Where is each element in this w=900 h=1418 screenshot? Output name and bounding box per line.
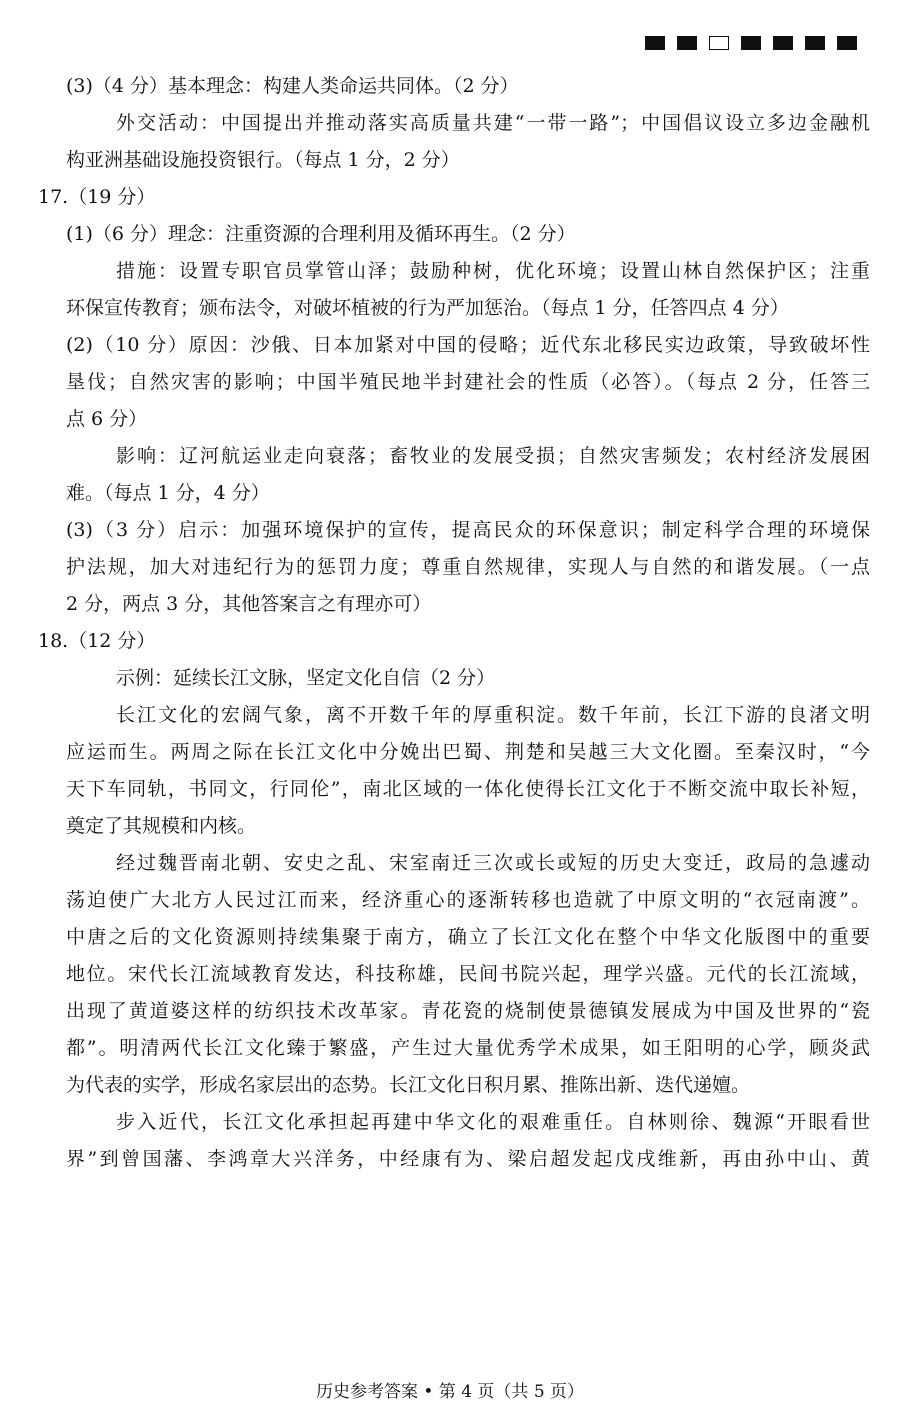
answer-line: 地位。宋代长江流域教育发达，科技称雄，民间书院兴起，理学兴盛。元代的长江流域， bbox=[66, 963, 870, 985]
answer-line: 界”到曾国藩、李鸿章大兴洋务，中经康有为、梁启超发起戊戌维新，再由孙中山、黄 bbox=[66, 1148, 870, 1170]
answer-line: 外交活动：中国提出并推动落实高质量共建“一带一路”；中国倡议设立多边金融机 bbox=[116, 112, 870, 134]
answer-line: 奠定了其规模和内核。 bbox=[66, 815, 257, 837]
header-marks bbox=[645, 36, 857, 50]
answer-line: 难。（每点 1 分，4 分） bbox=[66, 482, 270, 504]
filled-square-mark bbox=[805, 36, 825, 50]
answer-line: (1)（6 分）理念：注重资源的合理利用及循环再生。（2 分） bbox=[66, 223, 576, 245]
filled-square-mark bbox=[741, 36, 761, 50]
answer-line: 应运而生。两周之际在长江文化中分娩出巴蜀、荆楚和吴越三大文化圈。至秦汉时，“今 bbox=[66, 741, 870, 763]
answer-line: 荡迫使广大北方人民过江而来，经济重心的逐渐转移也造就了中原文明的“衣冠南渡”。 bbox=[66, 889, 870, 911]
answer-line: 示例：延续长江文脉，坚定文化自信（2 分） bbox=[116, 667, 496, 689]
answer-line: 都”。明清两代长江文化臻于繁盛，产生过大量优秀学术成果，如王阳明的心学，顾炎武 bbox=[66, 1037, 870, 1059]
question-number: 17.（19 分） bbox=[38, 186, 156, 208]
answer-line: 长江文化的宏阔气象，离不开数千年的厚重积淀。数千年前，长江下游的良渚文明 bbox=[116, 704, 870, 726]
filled-square-mark bbox=[837, 36, 857, 50]
answer-line: 经过魏晋南北朝、安史之乱、宋室南迁三次或长或短的历史大变迁，政局的急遽动 bbox=[116, 852, 870, 874]
answer-line: 点 6 分） bbox=[66, 408, 148, 430]
answer-line: 构亚洲基础设施投资银行。（每点 1 分，2 分） bbox=[66, 149, 460, 171]
hollow-square-mark bbox=[709, 36, 729, 50]
question-number: 18.（12 分） bbox=[38, 630, 156, 652]
answer-line: 出现了黄道婆这样的纺织技术改革家。青花瓷的烧制使景德镇发展成为中国及世界的“瓷 bbox=[66, 1000, 870, 1022]
filled-square-mark bbox=[773, 36, 793, 50]
answer-line: 2 分，两点 3 分，其他答案言之有理亦可） bbox=[66, 593, 432, 615]
answer-line: 中唐之后的文化资源则持续集聚于南方，确立了长江文化在整个中华文化版图中的重要 bbox=[66, 926, 870, 948]
answer-line: 环保宣传教育；颁布法令，对破坏植被的行为严加惩治。（每点 1 分，任答四点 4 分） bbox=[66, 297, 789, 319]
answer-line: (3)（3 分）启示：加强环境保护的宣传，提高民众的环保意识；制定科学合理的环境保 bbox=[66, 519, 870, 541]
filled-square-mark bbox=[645, 36, 665, 50]
answer-line: 垦伐；自然灾害的影响；中国半殖民地半封建社会的性质（必答）。（每点 2 分，任答三 bbox=[66, 371, 870, 393]
answer-line: 护法规，加大对违纪行为的惩罚力度；尊重自然规律，实现人与自然的和谐发展。（一点 bbox=[66, 556, 870, 578]
answer-content bbox=[38, 68, 870, 1178]
answer-line: (2)（10 分）原因：沙俄、日本加紧对中国的侵略；近代东北移民实边政策，导致破坏性 bbox=[66, 334, 870, 356]
answer-line: (3)（4 分）基本理念：构建人类命运共同体。（2 分） bbox=[66, 75, 519, 97]
answer-line: 影响：辽河航运业走向衰落；畜牧业的发展受损；自然灾害频发；农村经济发展困 bbox=[116, 445, 870, 467]
filled-square-mark bbox=[677, 36, 697, 50]
answer-line: 天下车同轨，书同文，行同伦”，南北区域的一体化使得长江文化于不断交流中取长补短， bbox=[66, 778, 870, 800]
page-footer: 历史参考答案 • 第 4 页（共 5 页） bbox=[315, 1382, 585, 1402]
answer-line: 为代表的实学，形成名家层出的态势。长江文化日积月累、推陈出新、迭代递嬗。 bbox=[66, 1074, 751, 1096]
answer-line: 步入近代，长江文化承担起再建中华文化的艰难重任。自林则徐、魏源“开眼看世 bbox=[116, 1111, 870, 1133]
answer-line: 措施：设置专职官员掌管山泽；鼓励种树，优化环境；设置山林自然保护区；注重 bbox=[116, 260, 870, 282]
